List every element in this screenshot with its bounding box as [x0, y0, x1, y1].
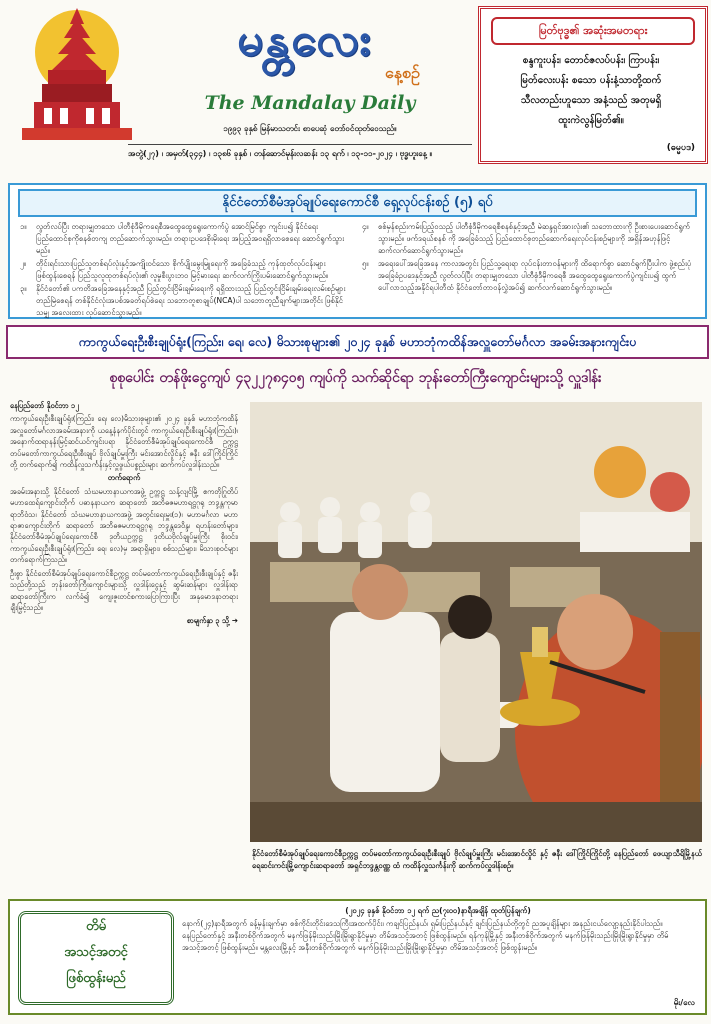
issue-info-bar: အတွဲ(၂၇) ၊ အမှတ်(၃၄၄) ၊ ၁၃၈၆ ခုနှစ် ၊ တန်ဆောင်မုန်းလဆန်း ၁၃ ရက် ၊ ၁၃-၁၁-၂၀၂၄ ၊ ဗုဒ္ဓဟူးနေ့ ။	[128, 144, 472, 163]
article-paragraph: ကာကွယ်ရေးဦးစီးချုပ်ရုံး(ကြည်း၊ ရေ၊ လေ)မိသားစုများ၏ ၂၀၂၄ ခုနှစ် မဟာဘုံကထိန်အလှူတော်မင်္ဂလာအခမ်းအနားကို ယနေ့နံနက်ပိုင်းတွင် ကာကွယ်ရေးဦးစီးချုပ်ရုံး(ကြည်း)၊ အနောက်ထရာနန်းမြင့်ဆင်ယင်ကျင်းပရာ နိုင်ငံတော်စီမံအုပ်ချုပ်ရေးကောင်စီ ဥက္ကဋ္ဌ တပ်မတော်ကာကွယ်ရေးဦးစီးချုပ် ဗိုလ်ချုပ်မှူးကြီး မင်းအောင်လှိုင်နှင့် ဇနီး ဒေါ်ကြိုင်ကြိုင်တို့ တက်ရောက်၍ ကထိန်လှူသင်္ကန်းနှင့်လှူဖွယ်ပစ္စည်းများ ဆက်ကပ်လှူဒါန်းသည်။	[10, 414, 238, 470]
article-paragraph: အခမ်းအနားသို့ နိုင်ငံတော် သံဃမဟာနာယကအဖွဲ့ ဥက္ကဋ္ဌ သန့်လျင်မြို့ ဧကတိုဂြုတိပ်မဟာထေရ်ကျောင်းတိုက် ပဓာနနာယက ဆရာတော် အဘိဓဇမဟာရဋ္ဌဂုရု ဘဒ္ဒန္တကုမာရာဘိဝံသ၊ နိုင်ငံတော် သံဃမဟာနာယကအဖွဲ့ အတွင်းရေးမှူး(၁)၊ မဟာမင်္ဂလာ မဟာရာဇာကျောင်းတိုက် ဆရာတော် အဘိဓဇမဟာရဋ္ဌဂုရု ဘဒ္ဒန္တဒေဝိန္ဒ၊ ရဟန်းတော်များ၊ နိုင်ငံတော်စီမံအုပ်ချုပ်ရေးကောင်စီ ဒုတိယဥက္ကဋ္ဌ ဒုတိယဗိုလ်ချုပ်မှူးကြီး စိုးဝင်း၊ ကာကွယ်ရေးဦးစီးချုပ်ရုံး(ကြည်း၊ ရေ၊ လေ)မှ အရာရှိများ၊ စစ်သည်များ၊ မိသားစုဝင်များ တက်ရောက်ကြသည်။	[10, 486, 238, 565]
teaching-title: မြတ်ဗုဒ္ဓ၏ အဆုံးအမတရား	[491, 17, 695, 45]
item-number: ၁။	[20, 222, 27, 231]
secondary-headline: စုစုပေါင်း တန်ဖိုးငွေကျပ် ၄၃၂၂၇၈၄၀၅ ကျပ်ကို သက်ဆိုင်ရာ ဘုန်းတော်ကြီးကျောင်းများသို့ လှူဒါန်း	[109, 370, 602, 386]
item-text: အရေးပေါ်အခြေအနေ ကာလအတွင်း ပြည်သူ့ရေးရာ လုပ်ငန်းတာဝန်များကို ထိရောက်စွာ ဆောင်ရွက်ပြီးပါက ဖွဲ့စည်းပုံအခြေခံဥပဒေနှင့်အညီ လွတ်လပ်ပြီး တရားမျှတသော ပါတီစုံဒီမိုကရေစီ အထွေထွေရွေးကောက်ပွဲကျင်းပ၍ ထွက်ပေါ်လာသည့်အနိုင်ရပါတီထံ နိုင်ငံတော်တာဝန်လွှဲအပ်၍ ဆက်လက်ဆောင်ရွက်သွားမည်။	[378, 259, 692, 292]
item-text: လွတ်လပ်ပြီး တရားမျှတသော ပါတီစုံဒီမိုကရေစီအထွေထွေရွေးကောက်ပွဲ အောင်မြင်စွာ ကျင်းပ၍ နိုင်ငံရေးပြည်ထောင်စုကိုစနစ်တကျ တည်ဆောက်သွားမည်။ တရားဥပဒေစိုးမိုးရေး အပြည့်အဝရရှိလာစေရေး ဆောင်ရွက်သွားမည်။	[36, 222, 345, 255]
palace-emblem-icon	[18, 4, 136, 144]
item-text: နိုင်ငံတော်၏ ပကတိအခြေအနေနှင့်အညီ ပြည်တွင်းငြိမ်းချမ်းရေးကို ရရှိထားသည့် ပြည်တွင်းငြိမ်းချမ်းရေးလမ်းစဉ်များ တည်မြဲစေရန် တစ်နိုင်ငံလုံးအပစ်အခတ်ရပ်စဲရေး သဘောတူစာချုပ်(NCA)ပါ သဘောတူညီချက်များအတိုင်း ဖြစ်နိုင်သမျှ အလေးထား လုပ်ဆောင်သွားမည်။	[36, 284, 346, 317]
roadmap-left-column	[20, 221, 350, 320]
masthead-subtitle: နေ့စဉ်	[385, 63, 420, 82]
teaching-line: မြတ်လေးပန်း စသော ပန်းနံ့သာတို့ထက်	[520, 75, 662, 86]
notice-heading: (၂၀၂၄ ခုနှစ် နိုဝင်ဘာ ၁၂ ရက် ည(၇း၀၀)နာရီအချိန် ထုတ်ပြန်ချက်)	[345, 906, 531, 915]
item-number: ၂။	[20, 259, 26, 268]
main-headline: ကာကွယ်ရေးဦးစီးချုပ်ရုံး(ကြည်း၊ ရေ၊ လေ) မိသားစုများ၏ ၂၀၂၄ ခုနှစ် မဟာဘုံကထိန်အလှူတော်မင်္ဂလာ အခမ်းအနားကျင်းပ	[6, 325, 709, 359]
tag-line: တိမ်	[85, 919, 107, 934]
article-paragraph: ဦးစွာ နိုင်ငံတော်စီမံအုပ်ချုပ်ရေးကောင်စီဥက္ကဋ္ဌ တပ်မတော်ကာကွယ်ရေးဦးစီးချုပ်နှင့် ဇနီးသည်တို့သည် ဘုန်းတော်ကြီးကျောင်းများသို့ လှူဒါန်းငွေနှင့် ဆွမ်းဆန်များ လှူဒါန်းရာ ဆရာတော်ကြီးက လက်ခံ၍ ကျေးဇူးတင်စကားပြောကြားပြီး အနုမောဒနာတရားချီးမြှင့်သည်။	[10, 568, 238, 612]
masthead-tagline: ၁၉၉၃ ခုနှစ် မြန်မာသတင်း စာပေဆုံ တော်ဝင်ထုတ်ဝေသည်။	[223, 124, 397, 133]
teaching-line: စန္ဒကူးပန်း၊ တောင်ဇလပ်ပန်း၊ ကြာပန်း၊	[522, 55, 660, 66]
item-text: စစ်မှန်စည်းကမ်းပြည့်ဝသည့် ပါတီစုံဒီမိုကရေစီစနစ်နှင့်အညီ မဲဆန္ဒရှင်အားလုံး၏ သဘောထားကို ဦးစားပေးဆောင်ရွက်သွားမည်။ ဖက်ဒရယ်စနစ် ကို အခြေခံသည့် ပြည်ထောင်စုတည်ဆောက်ရေးလုပ်ငန်းစဉ်များကို အရှိန်အဟုန်ဖြင့် ဆက်လက်ဆောင်ရွက်သွားမည်။	[378, 222, 690, 255]
notice-reference: မိုး/လေ	[673, 998, 695, 1007]
item-number: ၄။	[362, 222, 369, 231]
tag-line: အသင့်အတင့်	[64, 945, 128, 960]
teaching-line: ထူးကဲလွန်မြတ်၏။	[558, 115, 624, 126]
roadmap-item	[362, 221, 692, 257]
roadmap-title: နိုင်ငံတော်စီမံအုပ်ချုပ်ရေးကောင်စီ ရှေ့လုပ်ငန်းစဉ် (၅) ရပ်	[18, 189, 697, 217]
item-number: ၃။	[20, 284, 27, 293]
weather-forecast-tag	[18, 911, 174, 1005]
palace-logo	[18, 4, 136, 144]
ceremony-photo	[250, 402, 702, 842]
teaching-credit: (ဓမ္မပဒ)	[666, 143, 695, 153]
news-article	[10, 400, 238, 980]
masthead-english-title: The Mandalay Daily	[204, 92, 416, 114]
roadmap-box	[8, 183, 707, 319]
ceremony-photo-image	[250, 402, 702, 842]
item-number: ၅။	[362, 259, 369, 268]
weather-notice	[8, 899, 707, 1015]
masthead-title: မန္တလေး	[237, 12, 373, 66]
teaching-line: သီလတည်းဟူသော အနံ့သည် အတုမရှိ	[520, 95, 662, 106]
article-dateline: နေပြည်တော် နိုဝင်ဘာ ၁၂	[10, 401, 79, 410]
roadmap-right-column	[362, 221, 692, 295]
weather-notice-body	[182, 905, 694, 954]
roadmap-item	[362, 258, 692, 294]
article-subheading: တက်ရောက်	[107, 473, 141, 483]
item-text: တိုင်းရင်းသားပြည်သူတစ်ရပ်လုံးနှင့်အကျိုးဝင်သော စိုက်ပျိုးမွေးမြူရေးကို အခြေခံသည့် ကုန်ထုတ်လုပ်ငန်းများ ဖြစ်ထွန်းစေရန် ပြည်သူလူထုတစ်ရပ်လုံး၏ လူမှုစီးပွားဘဝ မြင့်မားရေး ဆက်လက်ကြိုးပမ်းဆောင်ရွက်သွားမည်။	[36, 259, 329, 280]
photo-caption: နိုင်ငံတော်စီမံအုပ်ချုပ်ရေးကောင်စီဥက္ကဋ္ဌ တပ်မတော်ကာကွယ်ရေးဦးစီးချုပ် ဗိုလ်ချုပ်မှူးကြီး မင်းအောင်လှိုင် နှင့် ဇနီး ဒေါ်ကြိုင်ကြိုင်တို့ နေပြည်တော် ဖေယျာသီရိမြို့နယ် ရေဆင်းကင်းမြို့ကျောင်းဆရာတော် အရှင်ဘဒ္ဒန္တဝဏ္ဏ ထံ ကထိန်လှူသင်္ကန်းကို ဆက်ကပ်လှူဒါန်းစဉ်။	[252, 849, 702, 870]
roadmap-item	[20, 221, 350, 257]
roadmap-item	[20, 258, 350, 282]
teaching-text	[491, 51, 691, 131]
roadmap-item	[20, 283, 350, 319]
tag-line: ဖြစ်ထွန်းမည်	[66, 971, 126, 986]
notice-text: နောက်(၂၄)နာရီအတွက် ခန့်မှန်းချက်မှာ စစ်ကိုင်းတိုင်းဒေသကြီးအထက်ပိုင်း၊ ကချင်ပြည်နယ်၊ ရှမ်းပြည်နယ်နှင့် ချင်းပြည်နယ်တို့တွင် ညအပူချိန်များ အနည်းငယ်လျော့နည်းနိုင်ပါသည်။ နေပြည်တော်နှင့် အနီးတစ်ဝိုက်အတွက် မနက်ဖြန်မိုးသည်းမြိုးမြိုးရွာနိုင်မှုမှာ တိမ်အသင့်အတင့် ဖြစ်ထွန်းမည်။ ရန်ကုန်မြို့နှင့် အနီးတစ်ဝိုက်အတွက် မနက်ဖြန်မိုးသည်းမြိုးမြိုးရွာနိုင်မှုမှာ တိမ်အသင့်အတင့် ဖြစ်ထွန်းမည်။ မန္တလေးမြို့နှင့် အနီးတစ်ဝိုက်အတွက် မနက်ဖြန်မိုးသည်းမြိုးမြိုးရွာနိုင်မှုမှာ တိမ်အသင့်အတင့် ဖြစ်ထွန်းမည်။	[182, 919, 669, 952]
continued-on-page: စာမျက်နှာ ၃ သို့ ➔	[186, 616, 238, 626]
buddha-teaching-box	[478, 6, 708, 164]
